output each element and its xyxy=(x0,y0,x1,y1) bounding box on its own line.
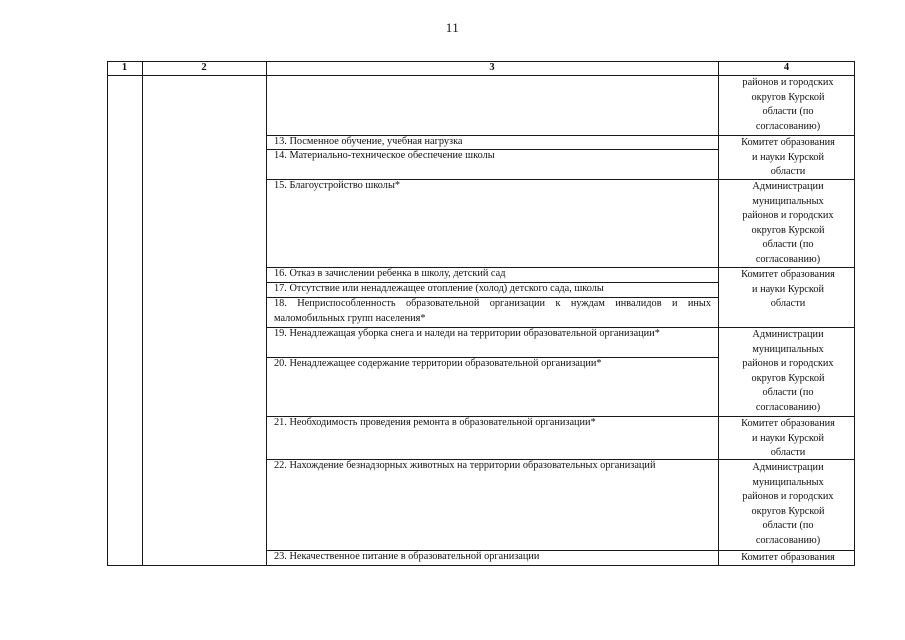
column-header-2: 2 xyxy=(201,62,207,73)
table-cell: 22. Нахождение безнадзорных животных на территории образовательных организаций xyxy=(274,460,656,471)
column-header-1: 1 xyxy=(121,62,128,73)
responsibility-table xyxy=(107,61,855,566)
table-cell: 13. Посменное обучение, учебная нагрузка xyxy=(274,136,463,147)
column-header-3: 3 xyxy=(489,62,495,73)
table-cell: 19. Ненадлежащая уборка снега и наледи на территории образовательной организации* xyxy=(274,328,660,339)
responsible-cell: Комитет образования и науки Курской области xyxy=(741,137,835,177)
responsible-cell: Администрации муниципальных районов и городских округов Курской области (по согласованию) xyxy=(742,329,834,413)
table-cell: 21. Необходимость проведения ремонта в образовательной организации* xyxy=(274,417,596,428)
column-header-4: 4 xyxy=(783,62,790,73)
table-cell: 18. Неприспособленность образовательной организации к нуждам инвалидов и иных маломобильных групп населения* xyxy=(274,298,711,324)
table-cell: 16. Отказ в зачислении ребенка в школу, детский сад xyxy=(274,268,506,279)
responsible-cell: Администрации муниципальных районов и городских округов Курской области (по согласованию) xyxy=(742,462,834,546)
page-number: 11 xyxy=(445,20,460,35)
column-divider xyxy=(142,61,143,566)
table-cell: 15. Благоустройство школы* xyxy=(274,180,401,191)
responsible-cell: Комитет образования и науки Курской области xyxy=(741,418,835,458)
responsible-cell: районов и городских округов Курской области (по согласованию) xyxy=(742,77,834,132)
table-cell: 23. Некачественное питание в образовательной организации xyxy=(274,551,540,562)
responsible-cell: Комитет образования и науки Курской области xyxy=(741,269,835,309)
responsible-cell: Администрации муниципальных районов и городских округов Курской области (по согласованию) xyxy=(742,181,834,265)
column-divider xyxy=(718,61,719,566)
table-cell: 20. Ненадлежащее содержание территории образовательной организации* xyxy=(274,358,602,369)
column-divider xyxy=(266,61,267,566)
table-cell: 17. Отсутствие или ненадлежащее отопление (холод) детского сада, школы xyxy=(274,283,604,294)
responsible-cell: Комитет образования xyxy=(741,552,835,563)
table-cell: 14. Материально-техническое обеспечение школы xyxy=(274,150,495,161)
